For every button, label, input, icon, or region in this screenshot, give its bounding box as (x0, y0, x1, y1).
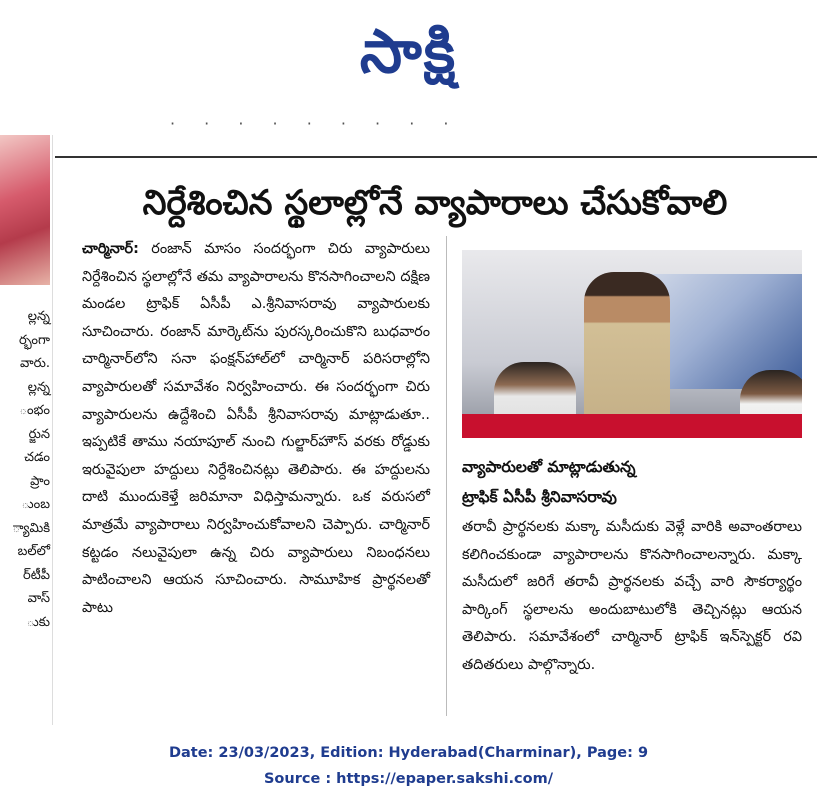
adjacent-text-line: ప్రాం (30, 473, 50, 489)
masthead-logo: సాక్షి (359, 17, 458, 87)
adjacent-text-line: వారు. (20, 356, 50, 371)
article-body-text: రంజాన్ మాసం సందర్భంగా చిరు వ్యాపారులు నిర్దేశించిన స్థలాల్లోనే తమ వ్యాపారాలను కొనసాగించాలని దక్షిణ మండల ట్రాఫిక్ ఏసీపీ ఎ.శ్రీనివాసరావు వ్యాపారులకు సూచించారు. రంజాన్ మార్కెట్‌ను పురస్కరించుకొని బుధవారం చార్మినార్‌లోని సనా ఫంక్షన్‌హాల్‌లో చార్మినార్ పరిసరాల్లోని వ్యాపారులతో సమావేశం నిర్వహించారు. ఈ సందర్భంగా చిరు వ్యాపారులను ఉద్దేశించి ఏసీపీ శ్రీనివాసరావు మాట్లాడుతూ.. ఇప్పటికే తాము నయాపూల్ నుంచి గుల్జార్‌హౌస్ వరకు రోడ్డుకు ఇరువైపులా హద్దులు నిర్దేశించినట్లు తెలిపారు. ఈ హద్దులను దాటి ముందుకెళ్తే జరిమానా విధిస్తామన్నారు. ఒక వరుసలో మాత్రమే వ్యాపారాలు నిర్వహించుకోవాలని చెప్పారు. చార్మినార్ కట్టడం నలువైపులా ఉన్న చిరు వ్యాపారులు నిబంధనలు పాటించాలని ఆయన సూచించారు. సామూహిక ప్రార్థనలతో పాటు (82, 241, 430, 616)
masthead-tagline-strip: · · · · · · · · · (170, 114, 461, 133)
article-headline: నిర్దేశించిన స్థలాల్లోనే వ్యాపారాలు చేసుకోవాలి (142, 183, 728, 223)
article-continuation: తరావీ ప్రార్థనలకు మక్కా మసీదుకు వెళ్లే వారికి అవాంతరాలు కలిగించకుండా వ్యాపారాలను కొనసాగించాలన్నారు. మక్కా మసీదులో జరిగే తరావీ ప్రార్థనలకు వచ్చే వారి సౌకర్యార్థం పార్కింగ్ స్థలాలను అందుబాటులోకి తెచ్చినట్లు ఆయన తెలిపారు. సమావేశంలో చార్మినార్ ట్రాఫిక్ ఇన్‌స్పెక్టర్ రవి తదితరులు పాల్గొన్నారు. (462, 519, 802, 673)
photo-table-cloth (462, 414, 802, 438)
adjacent-text-line: ుకు (26, 614, 50, 630)
column-divider (446, 236, 447, 716)
adjacent-text-line: చడం (24, 450, 50, 465)
footer-source (0, 740, 817, 792)
adjacent-text (0, 285, 52, 634)
adjacent-text-line: ర్జున (28, 426, 50, 442)
adjacent-article-strip (0, 135, 53, 725)
adjacent-photo (0, 135, 50, 285)
adjacent-text-line: ంభం (19, 403, 50, 418)
adjacent-text-line: ర్భంగా (18, 332, 50, 348)
article-photo (462, 250, 802, 438)
adjacent-text-line: ుంబ (21, 497, 50, 512)
adjacent-text-line: వాస్ (27, 591, 50, 606)
article-body (82, 236, 430, 622)
adjacent-text-line: ర్‌టీపీ (23, 567, 50, 583)
adjacent-text-line: బల్‌లో (17, 544, 50, 559)
footer-source-url: Source : https://epaper.sakshi.com/ (263, 771, 554, 787)
photo-caption-line2: ట్రాఫిక్ ఏసీపీ శ్రీనివాసరావు (462, 488, 617, 506)
adjacent-text-line: ్యామికి (12, 520, 50, 536)
adjacent-text-line: ల్లన్న (27, 309, 50, 324)
article-dateline: చార్మినార్: (82, 241, 139, 257)
photo-caption (462, 452, 802, 512)
top-divider (55, 156, 817, 158)
adjacent-text-line: ల్లన్న (27, 379, 50, 395)
photo-caption-line1: వ్యాపారులతో మాట్లాడుతున్న (462, 458, 636, 476)
footer-date-edition: Date: 23/03/2023, Edition: Hyderabad(Charminar), Page: 9 (168, 745, 649, 761)
